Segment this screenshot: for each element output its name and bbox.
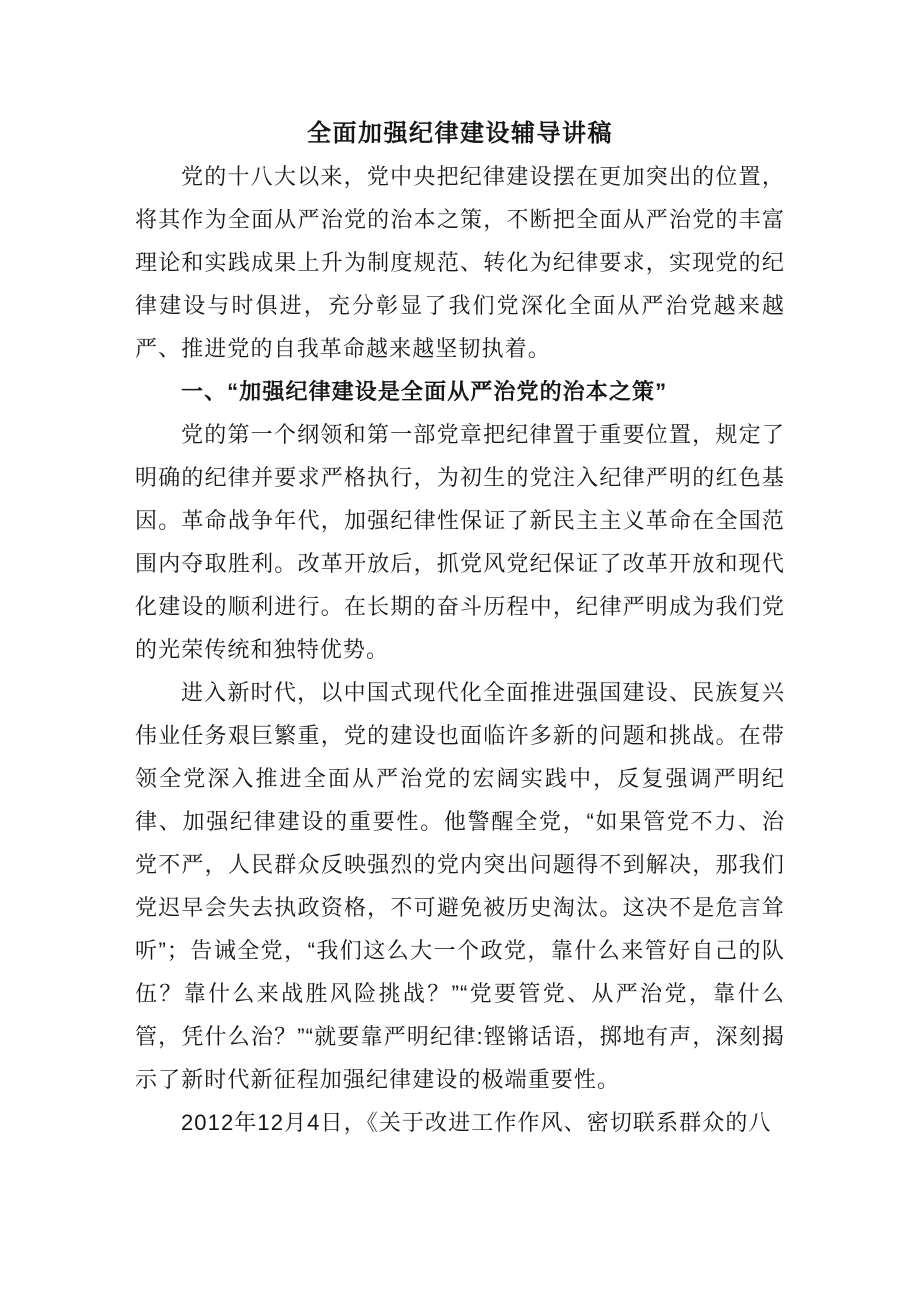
paragraph-2012-date: 2012年12月4日，《关于改进工作作风、密切联系群众的八 xyxy=(180,1110,772,1135)
document-title: 全面加强纪律建设辅导讲稿 xyxy=(307,120,613,147)
section-heading-1: 一、“加强纪律建设是全面从严治党的治本之策” xyxy=(180,379,668,404)
paragraph-new-era: 进入新时代，以中国式现代化全面推进强国建设、民族复兴伟业任务艰巨繁重，党的建设也面临许多新的问题和挑战。在带领全党深入推进全面从严治党的宏阔实践中，反复强调严明纪律、加强纪律建设的重要性。他警醒全党，“如果管党不力、治党不严，人民群众反映强烈的党内突出问题得不到解决，那我们党迟早会失去执政资格，不可避免被历史淘汰。这决不是危言耸听”；告诫全党，“我们这么大一个政党，靠什么来管好自己的队伍？靠什么来战胜风险挑战？”“党要管党、从严治党，靠什么管，凭什么治？”“就要靠严明纪律:铿锵话语，掷地有声，深刻揭示了新时代新征程加强纪律建设的极端重要性。 xyxy=(135,680,785,1092)
paragraph-intro: 党的十八大以来，党中央把纪律建设摆在更加突出的位置，将其作为全面从严治党的治本之策，不断把全面从严治党的丰富理论和实践成果上升为制度规范、转化为纪律要求，实现党的纪律建设与时俱进，充分彰显了我们党深化全面从严治党越来越严、推进党的自我革命越来越坚韧执着。 xyxy=(135,164,785,361)
paragraph-history: 党的第一个纲领和第一部党章把纪律置于重要位置，规定了明确的纪律并要求严格执行，为初生的党注入纪律严明的红色基因。革命战争年代，加强纪律性保证了新民主主义革命在全国范围内夺取胜利。改革开放后，抓党风党纪保证了改革开放和现代化建设的顺利进行。在长期的奋斗历程中，纪律严明成为我们党的光荣传统和独特优势。 xyxy=(135,422,785,662)
document-content xyxy=(135,112,785,1144)
